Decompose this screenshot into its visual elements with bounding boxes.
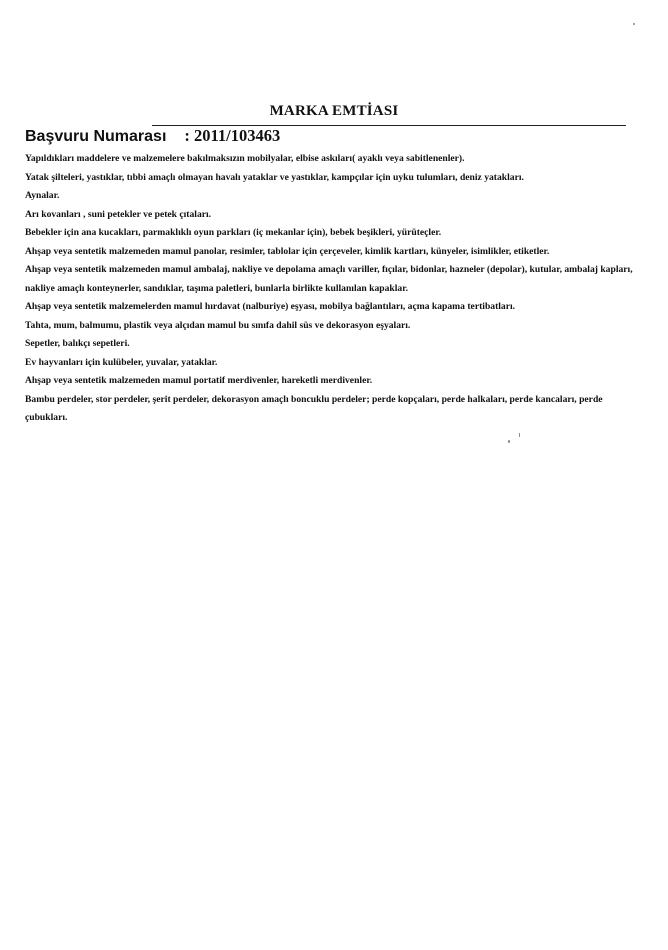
scan-speck [508,440,510,443]
goods-item: Tahta, mum, balmumu, plastik veya alçıdan mamul bu sınıfa dahil süs ve dekorasyon eşyaları. [25,319,411,331]
application-number-label: Başvuru Numarası [25,128,167,145]
goods-item: Bebekler için ana kucakları, parmaklıklı oyun parkları (iç mekanlar için), bebek beşikleri, yürüteçler. [25,227,442,238]
application-number-value: 2011/103463 [194,126,281,145]
goods-item: Ev hayvanları için kulübeler, yuvalar, yataklar. [25,356,218,368]
goods-item: Aynalar. [25,190,60,201]
goods-item: Ahşap veya sentetik malzemeden mamul ambalaj, nakliye ve depolama amaçlı variller, fıçılar, bidonlar, hazneler (depolar), kutular, ambalaj kapları, nakliye amaçlı konteynerler, sandıklar, taşıma paletleri, bunlarla birlikte kullanılan kapaklar. [25,264,633,294]
goods-item: Ahşap veya sentetik malzemeden mamul portatif merdivenler, hareketli merdivenler. [25,375,373,386]
goods-item: Yapıldıkları maddelere ve malzemelere bakılmaksızın mobilyalar, elbise askıları( ayaklı veya sabitlenenler). [25,153,465,164]
scan-speck [633,23,635,25]
scan-speck [519,433,520,437]
goods-item: Bambu perdeler, stor perdeler, şerit perdeler, dekorasyon amaçlı boncuklu perdeler; perde kopçaları, perde halkaları, perde kancaları, perde çubukları. [25,393,603,423]
goods-item: Arı kovanları , suni petekler ve petek çıtaları. [25,208,212,220]
goods-item: Ahşap veya sentetik malzemelerden mamul hırdavat (nalburiye) eşyası, mobilya bağlantıları, açma kapama tertibatları. [25,301,516,312]
goods-list [25,150,640,428]
goods-item: Sepetler, balıkçı sepetleri. [25,338,130,349]
application-number-separator: : [184,126,190,145]
goods-item: Ahşap veya sentetik malzemeden mamul panolar, resimler, tablolar için çerçeveler, kimlik kartları, künyeler, isimlikler, etiketler. [25,245,550,257]
application-number-line [25,126,280,146]
page-title: MARKA EMTİASI [269,103,399,119]
goods-item: Yatak şilteleri, yastıklar, tıbbi amaçlı olmayan havalı yataklar ve yastıklar, kampçılar için uyku tulumları, deniz yatakları. [25,171,524,183]
